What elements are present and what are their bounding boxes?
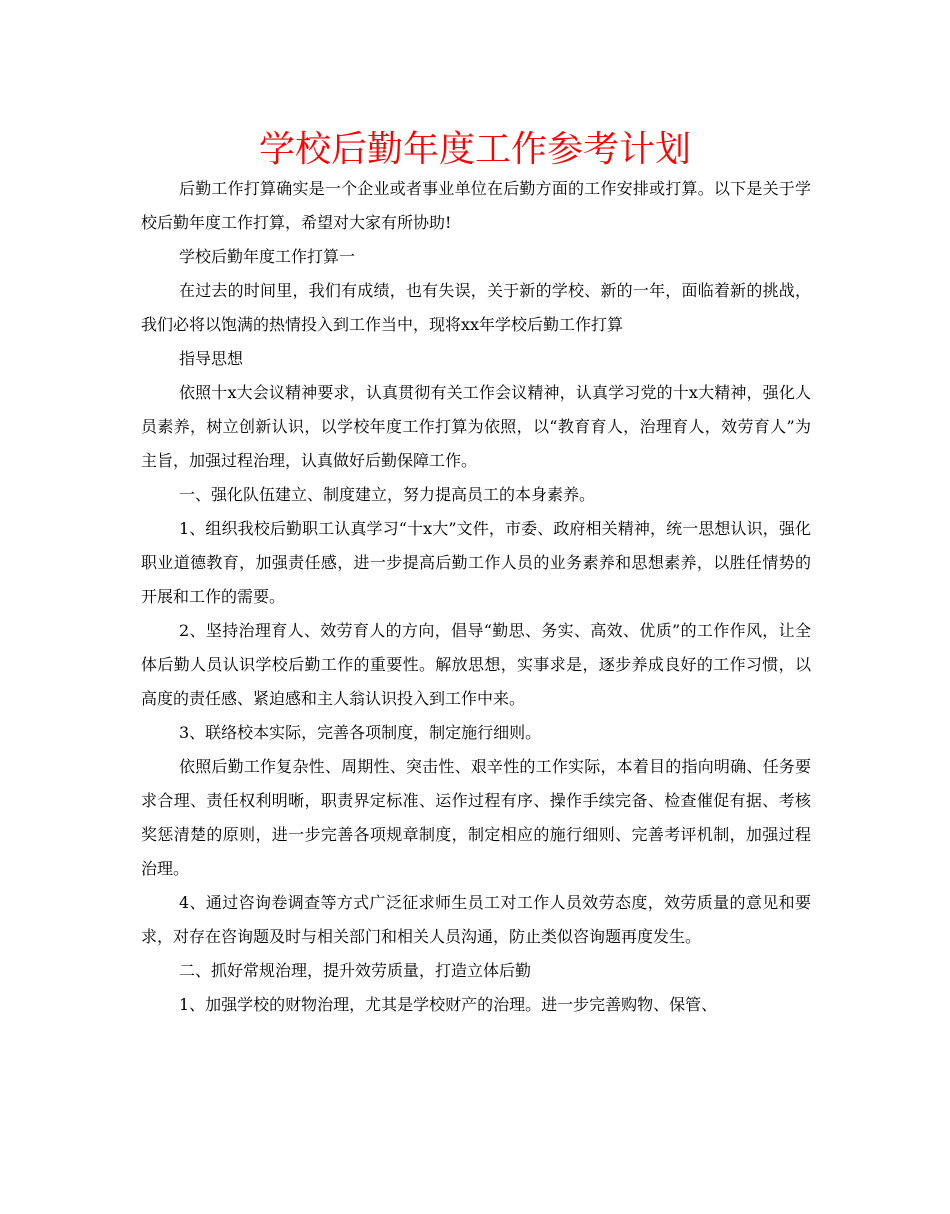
paragraph: 1、组织我校后勤职工认真学习“十x大”文件，市委、政府相关精神，统一思想认识，强化职业道德教育，加强责任感，进一步提高后勤工作人员的业务素养和思想素养，以胜任情势的开展和工作的需要。	[141, 519, 811, 606]
section-heading: 学校后勤年度工作打算一	[179, 247, 356, 266]
paragraph: 1、加强学校的财物治理，尤其是学校财产的治理。进一步完善购物、保管、	[179, 995, 718, 1014]
document-body	[141, 172, 811, 1022]
document-title: 学校后勤年度工作参考计划	[258, 129, 691, 170]
paragraph: 在过去的时间里，我们有成绩，也有失误，关于新的学校、新的一年，面临着新的挑战，我们必将以饱满的热情投入到工作当中，现将xx年学校后勤工作打算	[141, 281, 811, 334]
paragraph: 依照后勤工作复杂性、周期性、突击性、艰辛性的工作实际，本着目的指向明确、任务要求合理、责任权利明晰，职责界定标准、运作过程有序、操作手续完备、检查催促有据、考核奖惩清楚的原则，进一步完善各项规章制度，制定相应的施行细则、完善考评机制，加强过程治理。	[141, 757, 811, 878]
section-heading: 二、抓好常规治理，提升效劳质量，打造立体后勤	[179, 961, 532, 980]
paragraph: 2、坚持治理育人、效劳育人的方向，倡导“勤思、务实、高效、优质”的工作作风，让全体后勤人员认识学校后勤工作的重要性。解放思想，实事求是，逐步养成良好的工作习惯，以高度的责任感、紧迫感和主人翁认识投入到工作中来。	[141, 621, 811, 708]
paragraph: 后勤工作打算确实是一个企业或者事业单位在后勤方面的工作安排或打算。以下是关于学校后勤年度工作打算，希望对大家有所协助!	[141, 179, 811, 232]
section-heading: 指导思想	[179, 349, 244, 368]
paragraph: 4、通过咨询卷调查等方式广泛征求师生员工对工作人员效劳态度，效劳质量的意见和要求，对存在咨询题及时与相关部门和相关人员沟通，防止类似咨询题再度发生。	[141, 893, 811, 946]
paragraph: 3、联络校本实际，完善各项制度，制定施行细则。	[179, 723, 542, 742]
section-heading: 一、强化队伍建立、制度建立，努力提高员工的本身素养。	[179, 485, 596, 504]
paragraph: 依照十x大会议精神要求，认真贯彻有关工作会议精神，认真学习党的十x大精神，强化人员素养，树立创新认识，以学校年度工作打算为依照，以“教育育人，治理育人，效劳育人”为主旨，加强过程治理，认真做好后勤保障工作。	[141, 383, 811, 470]
